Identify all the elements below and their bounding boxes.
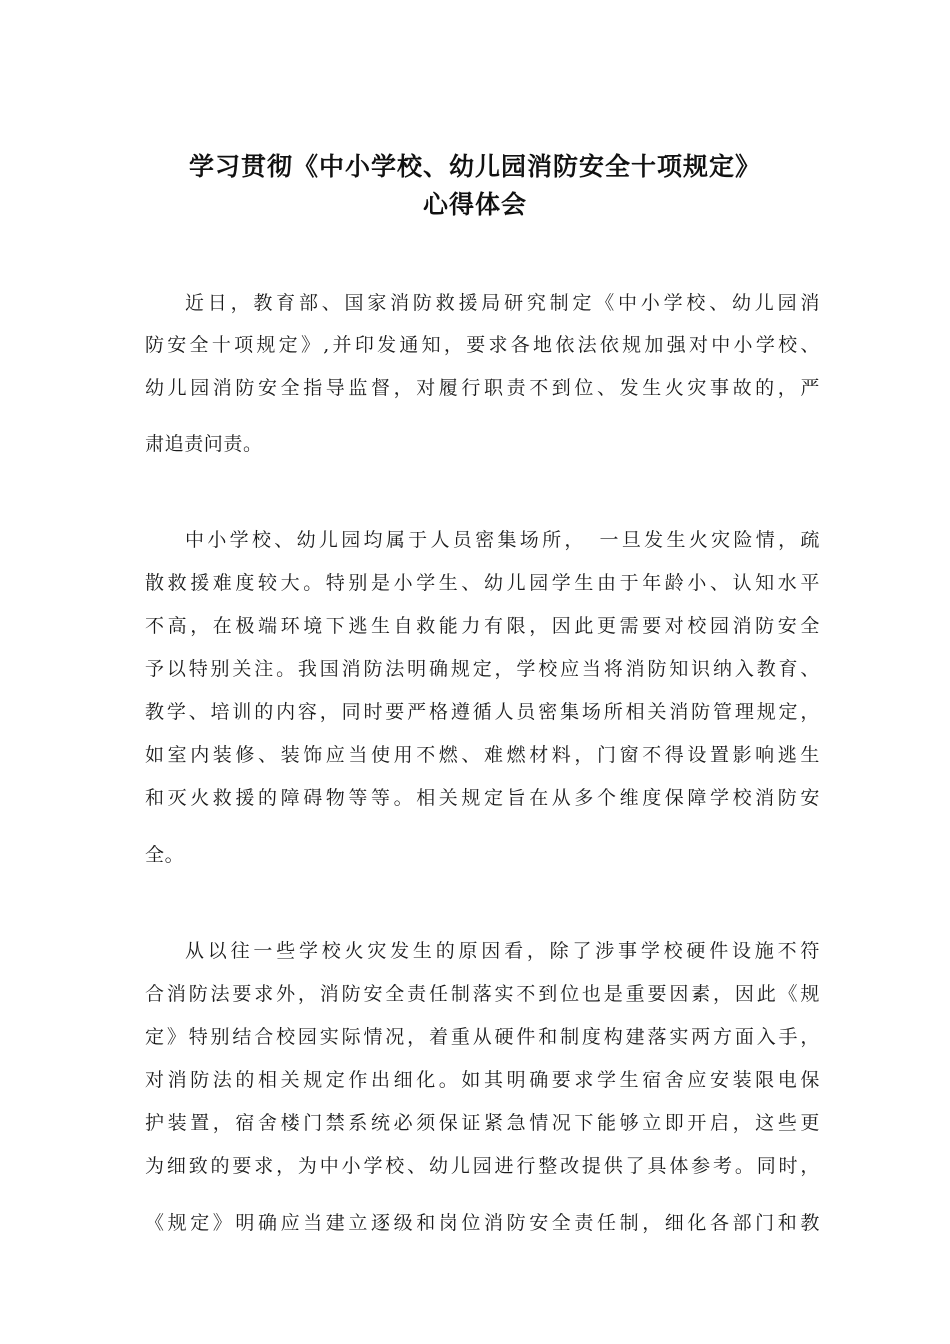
paragraph-2-line-3: 不高，在极端环境下逃生自救能力有限，因此更需要对校园消防安全 xyxy=(145,615,820,637)
paragraph-3-line-6: 为细致的要求，为中小学校、幼儿园进行整改提供了具体参考。同时， xyxy=(145,1155,820,1177)
paragraph-3-line-3: 定》特别结合校园实际情况，着重从硬件和制度构建落实两方面入手， xyxy=(145,1026,820,1048)
paragraph-2-line-2: 散救援难度较大。特别是小学生、幼儿园学生由于年龄小、认知水平 xyxy=(145,572,820,594)
paragraph-1-line-2: 防安全十项规定》,并印发通知，要求各地依法依规加强对中小学校、 xyxy=(145,334,820,356)
document-title xyxy=(0,148,950,224)
paragraph-2-line-1: 中小学校、幼儿园均属于人员密集场所， 一旦发生火灾险情，疏 xyxy=(185,529,820,551)
paragraph-2-line-7: 和灭火救援的障碍物等等。相关规定旨在从多个维度保障学校消防安 xyxy=(145,787,820,809)
paragraph-1-line-1: 近日，教育部、国家消防救援局研究制定《中小学校、幼儿园消 xyxy=(185,292,820,314)
title-line-1: 学习贯彻《中小学校、幼儿园消防安全十项规定》 xyxy=(188,152,761,181)
paragraph-2-line-6: 如室内装修、装饰应当使用不燃、难燃材料，门窗不得设置影响逃生 xyxy=(145,744,820,766)
paragraph-3-line-7: 《规定》明确应当建立逐级和岗位消防安全责任制，细化各部门和教 xyxy=(145,1212,820,1234)
paragraph-2-line-4: 予以特别关注。我国消防法明确规定，学校应当将消防知识纳入教育、 xyxy=(145,658,820,680)
paragraph-3-line-1: 从以往一些学校火灾发生的原因看，除了涉事学校硬件设施不符 xyxy=(185,940,820,962)
paragraph-3-line-4: 对消防法的相关规定作出细化。如其明确要求学生宿舍应安装限电保 xyxy=(145,1069,820,1091)
title-line-2: 心得体会 xyxy=(422,190,527,219)
paragraph-1-line-4: 肃追责问责。 xyxy=(145,433,263,455)
paragraph-3-line-5: 护装置，宿舍楼门禁系统必须保证紧急情况下能够立即开启，这些更 xyxy=(145,1112,820,1134)
paragraph-1-line-3: 幼儿园消防安全指导监督，对履行职责不到位、发生火灾事故的，严 xyxy=(145,377,820,399)
paragraph-2-line-8: 全。 xyxy=(145,844,185,866)
paragraph-3-line-2: 合消防法要求外，消防安全责任制落实不到位也是重要因素，因此《规 xyxy=(145,983,820,1005)
paragraph-2-line-5: 教学、培训的内容，同时要严格遵循人员密集场所相关消防管理规定， xyxy=(145,701,820,723)
